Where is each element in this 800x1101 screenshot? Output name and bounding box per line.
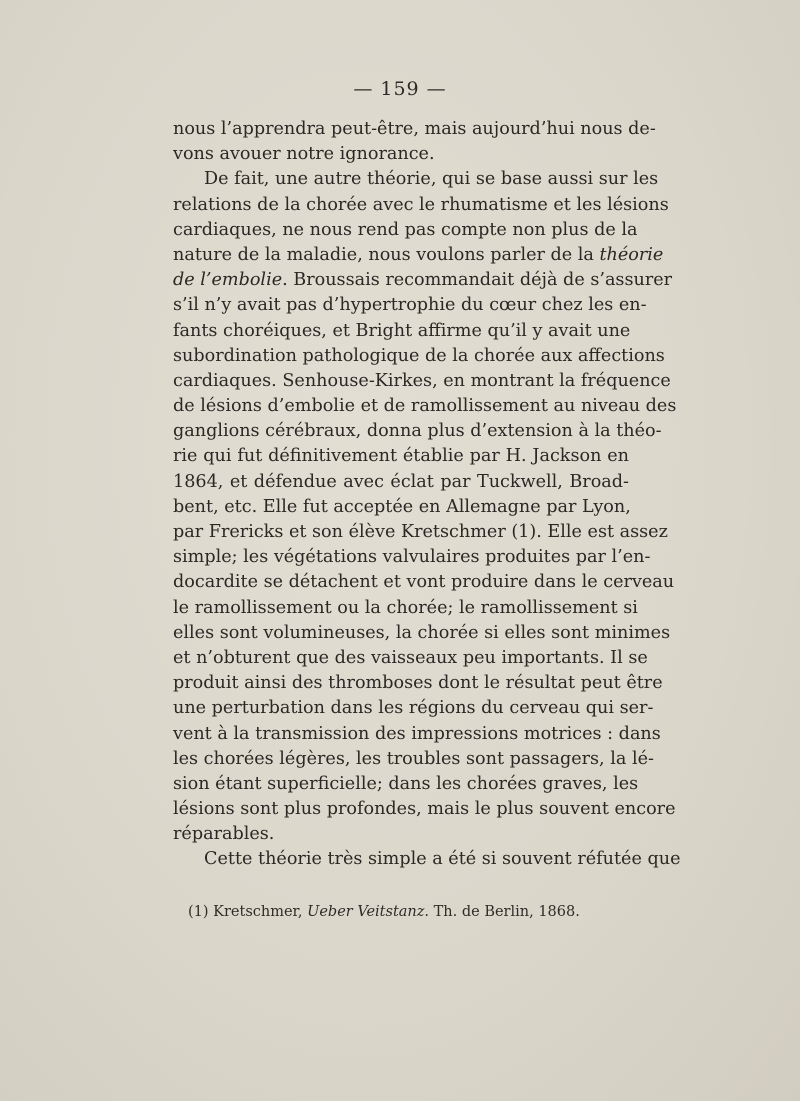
text-line-content: sion étant superficielle; dans les chorées graves, les	[173, 773, 639, 794]
footnote	[188, 902, 580, 922]
text-line	[173, 293, 647, 318]
text-line-content: nature de la maladie, nous voulons parler de la	[173, 244, 600, 265]
text-line-content: fants choréiques, et Bright affirme qu’il y avait une	[173, 320, 631, 341]
italic-text: de l’embolie	[173, 270, 283, 291]
text-line	[173, 570, 675, 595]
text-line-content: elles sont volumineuses, la chorée si elles sont minimes	[173, 622, 671, 643]
text-line	[173, 696, 654, 721]
text-line	[173, 772, 639, 797]
text-line	[173, 218, 638, 243]
text-line-content: le ramollissement ou la chorée; le ramollissement si	[173, 597, 638, 618]
text-line	[173, 797, 676, 822]
text-line-content: . Broussais recommandait déjà de s’assurer	[282, 270, 673, 291]
text-line	[173, 495, 629, 520]
text-line	[173, 646, 648, 671]
text-line-content: simple; les végétations valvulaires produites par l’en-	[173, 547, 651, 568]
text-line	[173, 419, 662, 444]
text-line-content: ganglions cérébraux, donna plus d’extension à la théo-	[173, 421, 662, 442]
text-line-content: rie qui fut définitivement établie par H. Jackson en	[173, 446, 629, 467]
text-line	[173, 268, 673, 293]
footnote-suffix: . Th. de Berlin, 1868.	[424, 904, 580, 920]
text-line-content: les chorées légères, les troubles sont passagers, la lé-	[173, 748, 654, 769]
text-line	[173, 596, 638, 621]
text-line-content: cardiaques. Senhouse-Kirkes, en montrant la fréquence	[173, 370, 671, 391]
text-line-content: une perturbation dans les régions du cerveau qui ser-	[173, 698, 654, 719]
text-line-content: 1864, et défendue avec éclat par Tuckwell, Broad-	[173, 471, 629, 492]
text-line	[173, 520, 668, 545]
text-line	[173, 193, 669, 218]
text-line	[173, 470, 629, 495]
italic-text: théorie	[599, 244, 664, 265]
text-line-content: réparables.	[173, 824, 275, 845]
text-line-content: De fait, une autre théorie, qui se base aussi sur les	[204, 169, 659, 190]
footnote-prefix: (1) Kretschmer,	[188, 904, 308, 920]
text-line	[173, 369, 671, 394]
page-number: — 159 —	[353, 78, 447, 100]
text-line-content: produit ainsi des thromboses dont le résultat peut être	[173, 673, 663, 694]
text-line	[173, 344, 665, 369]
text-line	[173, 822, 629, 847]
text-line	[173, 621, 671, 646]
text-line-content: vons avouer notre ignorance.	[173, 144, 435, 165]
text-line-content: et n’obturent que des vaisseaux peu importants. Il se	[173, 647, 648, 668]
text-line-content: Cette théorie très simple a été si souvent réfutée que	[204, 849, 681, 870]
text-line	[173, 545, 651, 570]
text-line-content: s’il n’y avait pas d’hypertrophie du cœur chez les en-	[173, 295, 647, 316]
text-line-content: cardiaques, ne nous rend pas compte non plus de la	[173, 219, 638, 240]
footnote-title: Ueber Veitstanz	[307, 904, 425, 920]
text-line	[173, 142, 629, 167]
text-line-content: docardite se détachent et vont produire dans le cerveau	[173, 572, 675, 593]
text-line-content: lésions sont plus profondes, mais le plus souvent encore	[173, 799, 676, 820]
text-line-content: de lésions d’embolie et de ramollissement au niveau des	[173, 396, 677, 417]
text-line-content: bent, etc. Elle fut acceptée en Allemagne par Lyon,	[173, 496, 631, 517]
text-line-content: subordination pathologique de la chorée aux affections	[173, 345, 665, 366]
text-line	[173, 243, 664, 268]
text-line-content: relations de la chorée avec le rhumatisme et les lésions	[173, 194, 669, 215]
text-line	[173, 319, 629, 344]
text-line	[173, 722, 661, 747]
text-line	[173, 671, 663, 696]
body-text	[173, 117, 681, 873]
text-line	[173, 394, 677, 419]
text-line-content: vent à la transmission des impressions motrices : dans	[173, 723, 661, 744]
text-line	[173, 167, 659, 192]
text-line	[173, 747, 654, 772]
text-line	[173, 117, 656, 142]
text-line-content: nous l’apprendra peut-être, mais aujourd’hui nous de-	[173, 119, 656, 139]
text-line	[173, 444, 629, 469]
text-line-content: par Frericks et son élève Kretschmer (1). Elle est assez	[173, 522, 668, 542]
text-line	[173, 847, 681, 872]
